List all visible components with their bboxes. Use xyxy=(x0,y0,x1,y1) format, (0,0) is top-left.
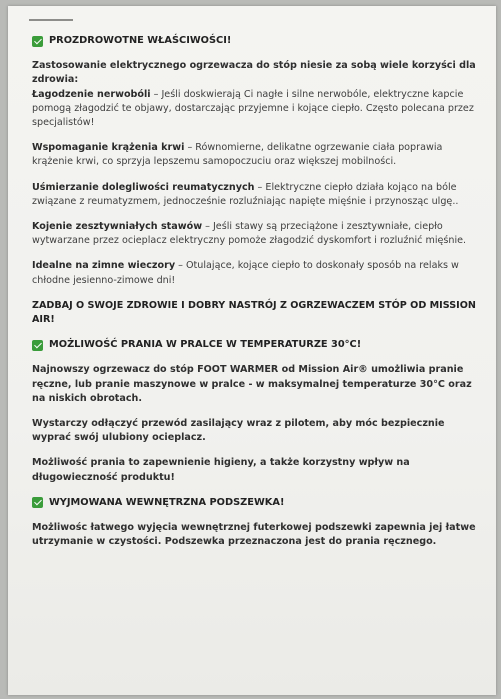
washing-paragraph-1: Najnowszy ogrzewacz do stóp FOOT WARMER od Mission Air® umożliwia pranie ręczne, lub pranie maszynowe w pralce - w maksymalnej temperaturze 30°C oraz na niskich obrotach. xyxy=(32,364,472,404)
intro-paragraph xyxy=(32,59,484,87)
benefit-title: Wspomaganie krążenia krwi xyxy=(32,142,185,154)
benefit-title: Łagodzenie nerwobóli xyxy=(32,88,151,100)
benefit-text: – Otulające, kojące ciepło to doskonały sposób na relaks w chłodne jesienno-zimowe dni! xyxy=(32,260,459,286)
washing-paragraph-3: Możliwość prania to zapewnienie higieny, a także korzystny wpływ na długowieczność produktu! xyxy=(32,457,410,483)
check-icon xyxy=(32,36,43,47)
benefit-title: Idealne na zimne wieczory xyxy=(32,260,176,272)
benefit-text: – Jeśli stawy są przeciążone i zesztywniałe, ciepło wytwarzane przez ocieplacz elektryczny pomoże złagodzić dyskomfort i rozluźnić mięśnie. xyxy=(32,221,467,247)
lining-paragraph: Możliwośc łatwego wyjęcia wewnętrznej futerkowej podszewki zapewnia jej łatwe utrzymanie w czystości. Podszewka przeznaczona jest do prania ręcznego. xyxy=(32,522,476,548)
benefit-item xyxy=(32,88,484,131)
section-heading-health xyxy=(32,34,484,48)
benefit-item xyxy=(32,181,484,209)
benefit-title: Kojenie zesztywniałych stawów xyxy=(32,221,203,233)
benefit-text: – Jeśli doskwierają Ci nagłe i silne nerwobóle, elektryczne kapcie pomogą złagodzić te objawy, dostarczając przyjemne i kojące ciepło. Często polecana przez specjalistów! xyxy=(32,88,474,129)
benefit-item xyxy=(32,259,484,287)
benefit-item xyxy=(32,220,484,248)
callout-text: ZADBAJ O SWOJE ZDROWIE I DOBRY NASTRÓJ Z OGRZEWACZEM STÓP OD MISSION AIR! xyxy=(32,299,476,326)
washing-paragraph-2: Wystarczy odłączyć przewód zasilający wraz z pilotem, aby móc bezpiecznie wyprać swój ulubiony ocieplacz. xyxy=(32,418,445,444)
intro-text: Zastosowanie elektrycznego ogrzewacza do stóp niesie za sobą wiele korzyści dla zdrowia: xyxy=(32,60,476,86)
benefit-text: – Równomierne, delikatne ogrzewanie ciała poprawia krążenie krwi, co sprzyja lepszemu samopoczuciu oraz większej mobilności. xyxy=(32,142,443,168)
heading-text: MOŻLIWOŚĆ PRANIA W PRALCE W TEMPERATURZE 30°C! xyxy=(49,339,362,351)
heading-text: WYJMOWANA WEWNĘTRZNA PODSZEWKA! xyxy=(49,496,285,508)
benefit-title: Uśmierzanie dolegliwości reumatycznych xyxy=(32,181,255,193)
top-rule xyxy=(29,19,73,21)
benefit-text: – Elektryczne ciepło działa kojąco na bóle związane z reumatyzmem, jednocześnie rozluźniając napięte mięśnie i przynosząc ulgę.. xyxy=(32,181,459,207)
section-heading-lining xyxy=(32,496,484,510)
check-icon xyxy=(32,497,43,508)
heading-text: PROZDROWOTNE WŁAŚCIWOŚCI! xyxy=(49,35,232,46)
document-page xyxy=(8,6,496,695)
section-heading-washing xyxy=(32,338,484,352)
document-content xyxy=(32,34,484,560)
benefit-item xyxy=(32,141,484,169)
check-icon xyxy=(32,340,43,351)
